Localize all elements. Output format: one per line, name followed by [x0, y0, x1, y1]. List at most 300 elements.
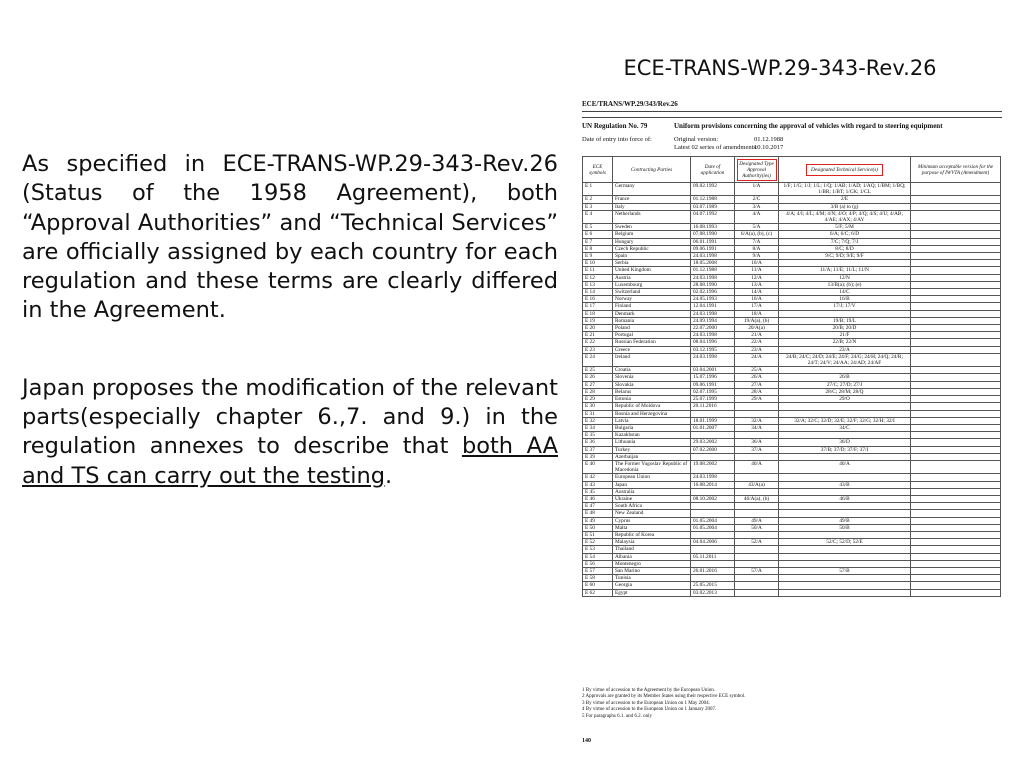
ece-symbol-cell: E 46: [583, 495, 613, 502]
minimum-version-cell: [911, 524, 1001, 531]
contracting-party-cell: Sweden: [613, 224, 691, 231]
table-row: [583, 296, 1001, 303]
ece-symbol-cell: E 60: [583, 582, 613, 589]
technical-service-cell: 21/F: [779, 332, 911, 339]
table-row: [583, 260, 1001, 267]
technical-service-cell: 14/C: [779, 289, 911, 296]
technical-service-cell: 17/J; 17/V: [779, 303, 911, 310]
technical-service-cell: 26/B: [779, 374, 911, 381]
paragraph-japan-proposal: [22, 374, 558, 491]
minimum-version-cell: [911, 381, 1001, 388]
contracting-party-cell: Australia: [613, 488, 691, 495]
ece-symbol-cell: E 57: [583, 567, 613, 574]
col-header-date-of-application: Date of application: [691, 157, 735, 183]
technical-service-cell: 8/C; 8/D: [779, 245, 911, 252]
table-row: [583, 317, 1001, 324]
approval-authority-cell: 28/A: [735, 388, 779, 395]
minimum-version-cell: [911, 203, 1001, 210]
approval-authority-cell: 6/A(a), (b), (c): [735, 231, 779, 238]
minimum-version-cell: [911, 403, 1001, 410]
table-row: [583, 417, 1001, 424]
approval-authority-cell: [735, 575, 779, 582]
date-cell: 03.02.2013: [691, 589, 735, 596]
minimum-version-cell: [911, 231, 1001, 238]
date-cell: 03.04.2001: [691, 367, 735, 374]
contracting-party-cell: Luxembourg: [613, 281, 691, 288]
table-header-row: [583, 157, 1001, 183]
ece-symbol-cell: E 62: [583, 589, 613, 596]
technical-service-cell: [779, 260, 911, 267]
proposal-text: Japan proposes the modification of the relevant parts(especially chapter 6.,7. and 9.) in the regulation annexes to describe that: [22, 374, 558, 460]
proposal-underlined-text: both AA and TS can carry out the testing: [22, 433, 558, 489]
minimum-version-cell: [911, 339, 1001, 346]
approval-authority-cell: 57/A: [735, 567, 779, 574]
contracting-party-cell: Latvia: [613, 417, 691, 424]
divider: [582, 117, 1002, 118]
approval-authority-cell: 34/A: [735, 424, 779, 431]
table-row: [583, 367, 1001, 374]
contracting-party-cell: Estonia: [613, 396, 691, 403]
date-cell: 19.08.2002: [691, 460, 735, 473]
technical-service-cell: [779, 510, 911, 517]
table-row: [583, 503, 1001, 510]
table-row: [583, 196, 1001, 203]
ece-symbol-cell: E 43: [583, 481, 613, 488]
approval-authority-cell: [735, 553, 779, 560]
minimum-version-cell: [911, 539, 1001, 546]
date-cell: 01.12.1988: [691, 196, 735, 203]
technical-service-cell: 1/F; 1/G; 1/J; 1/L; 1/Q; 1/AB; 1/AD; 1/AQ; 1/BM; 1/BQ; 1/BR; 1/BT; 1/CK; 1/CL: [779, 183, 911, 196]
ece-symbol-cell: E 8: [583, 245, 613, 252]
col-header-technical-services: [779, 157, 911, 183]
table-row: [583, 403, 1001, 410]
technical-service-cell: 12/N: [779, 274, 911, 281]
date-cell: 25.05.2015: [691, 582, 735, 589]
date-cell: 01.12.1988: [691, 267, 735, 274]
technical-service-cell: 22/B; 22/N: [779, 339, 911, 346]
date-cell: 02.02.1996: [691, 289, 735, 296]
divider: [582, 111, 1002, 112]
contracting-party-cell: Tunisia: [613, 575, 691, 582]
technical-service-cell: 13/B(a); (b); (e): [779, 281, 911, 288]
approval-authority-cell: 25/A: [735, 367, 779, 374]
approval-authority-cell: 20/A(a): [735, 325, 779, 332]
table-row: [583, 446, 1001, 453]
approval-authority-cell: 2/C: [735, 196, 779, 203]
footnote: 4 By virtue of accession to the European Union on 1 January 2007.: [582, 707, 717, 713]
date-cell: 01.01.2007: [691, 424, 735, 431]
minimum-version-cell: [911, 353, 1001, 366]
ece-symbol-cell: E 34: [583, 424, 613, 431]
table-row: [583, 567, 1001, 574]
technical-service-cell: [779, 531, 911, 538]
table-row: [583, 381, 1001, 388]
ece-symbol-cell: E 23: [583, 346, 613, 353]
contracting-party-cell: Bulgaria: [613, 424, 691, 431]
ece-symbol-cell: E 25: [583, 367, 613, 374]
date-cell: 01.05.2004: [691, 517, 735, 524]
ece-symbol-cell: E 1: [583, 183, 613, 196]
ece-symbol-cell: E 14: [583, 289, 613, 296]
technical-service-cell: 5/F; 5/M: [779, 224, 911, 231]
technical-service-cell: 11/A; 11/E; 11/L; 11/N: [779, 267, 911, 274]
table-row: [583, 432, 1001, 439]
contracting-party-cell: Azerbaijan: [613, 453, 691, 460]
ece-symbol-cell: E 47: [583, 503, 613, 510]
table-row: [583, 274, 1001, 281]
technical-service-cell: 57/B: [779, 567, 911, 574]
date-cell: 06.01.1991: [691, 238, 735, 245]
minimum-version-cell: [911, 582, 1001, 589]
minimum-version-cell: [911, 325, 1001, 332]
amendments-label: Latest 02 series of amendments:: [674, 144, 758, 151]
minimum-version-cell: [911, 303, 1001, 310]
proposal-period: .: [385, 462, 393, 489]
minimum-version-cell: [911, 367, 1001, 374]
date-cell: 24.03.1998: [691, 274, 735, 281]
technical-service-cell: 23/A: [779, 346, 911, 353]
contracting-party-cell: United Kingdom: [613, 267, 691, 274]
contracting-party-cell: Turkey: [613, 446, 691, 453]
table-row: [583, 560, 1001, 567]
ece-symbol-cell: E 58: [583, 575, 613, 582]
contracting-party-cell: Thailand: [613, 546, 691, 553]
approval-authority-cell: 36/A: [735, 439, 779, 446]
table-row: [583, 231, 1001, 238]
approval-authority-cell: 17/A: [735, 303, 779, 310]
contracting-party-cell: Czech Republic: [613, 245, 691, 252]
minimum-version-cell: [911, 296, 1001, 303]
ece-symbol-cell: E 27: [583, 381, 613, 388]
approval-authority-cell: 14/A: [735, 289, 779, 296]
table-row: [583, 253, 1001, 260]
ece-symbol-cell: E 17: [583, 303, 613, 310]
ece-symbol-cell: E 4: [583, 210, 613, 223]
table-row: [583, 388, 1001, 395]
ece-symbol-cell: E 39: [583, 453, 613, 460]
date-cell: 24.03.1998: [691, 353, 735, 366]
approval-authority-cell: [735, 453, 779, 460]
minimum-version-cell: [911, 317, 1001, 324]
table-row: [583, 339, 1001, 346]
date-cell: 09.02.1992: [691, 183, 735, 196]
technical-service-cell: 6/A; 6/C; 6/D: [779, 231, 911, 238]
technical-service-cell: 37/B; 37/D; 37/F; 37/I: [779, 446, 911, 453]
approval-authority-cell: 3/A: [735, 203, 779, 210]
approval-authority-cell: [735, 531, 779, 538]
technical-service-cell: 36/D: [779, 439, 911, 446]
minimum-version-cell: [911, 488, 1001, 495]
contracting-party-cell: South Africa: [613, 503, 691, 510]
table-row: [583, 289, 1001, 296]
ece-symbol-cell: E 19: [583, 317, 613, 324]
date-cell: 16.08.2014: [691, 481, 735, 488]
approval-authority-cell: [735, 589, 779, 596]
table-row: [583, 439, 1001, 446]
table-row: [583, 495, 1001, 502]
date-cell: 24.03.1998: [691, 332, 735, 339]
footnote: 3 By virtue of accession to the European Union on 1 May 2004.: [582, 700, 710, 706]
contracting-party-cell: Norway: [613, 296, 691, 303]
table-row: [583, 281, 1001, 288]
minimum-version-cell: [911, 346, 1001, 353]
date-cell: [691, 510, 735, 517]
ece-symbol-cell: E 18: [583, 310, 613, 317]
table-row: [583, 410, 1001, 417]
technical-service-cell: [779, 432, 911, 439]
date-cell: 16.08.1993: [691, 224, 735, 231]
date-cell: 08.10.2002: [691, 495, 735, 502]
date-cell: 05.11.2011: [691, 553, 735, 560]
approval-authority-cell: 24/A: [735, 353, 779, 366]
table-row: [583, 546, 1001, 553]
technical-service-cell: 49/B: [779, 517, 911, 524]
contracting-party-cell: Serbia: [613, 260, 691, 267]
approval-authority-cell: 37/A: [735, 446, 779, 453]
approval-authority-cell: 13/A: [735, 281, 779, 288]
approval-authority-cell: 5/A: [735, 224, 779, 231]
contracting-party-cell: Ireland: [613, 353, 691, 366]
contracting-party-cell: Spain: [613, 253, 691, 260]
technical-service-cell: 9/C; 9/D; 9/E; 9/F: [779, 253, 911, 260]
contracting-party-cell: The Former Yugoslav Republic of Macedonia: [613, 460, 691, 473]
page-number: 140: [582, 738, 591, 744]
ece-symbol-cell: E 36: [583, 439, 613, 446]
technical-service-cell: 7/C; 7/Q; 7/J: [779, 238, 911, 245]
approval-authority-cell: 43/A(a): [735, 481, 779, 488]
minimum-version-cell: [911, 553, 1001, 560]
date-cell: 24.03.1998: [691, 253, 735, 260]
approval-authority-cell: 9/A: [735, 253, 779, 260]
minimum-version-cell: [911, 446, 1001, 453]
technical-service-cell: 50/B: [779, 524, 911, 531]
technical-service-cell: 43/B: [779, 481, 911, 488]
date-cell: 29.03.2002: [691, 439, 735, 446]
table-row: [583, 267, 1001, 274]
minimum-version-cell: [911, 503, 1001, 510]
technical-service-cell: 20/B; 20/D: [779, 325, 911, 332]
table-row: [583, 238, 1001, 245]
minimum-version-cell: [911, 510, 1001, 517]
date-cell: 18.05.2008: [691, 260, 735, 267]
table-row: [583, 353, 1001, 366]
minimum-version-cell: [911, 260, 1001, 267]
table-row: [583, 488, 1001, 495]
minimum-version-cell: [911, 410, 1001, 417]
table-row: [583, 396, 1001, 403]
ece-symbol-cell: E 29: [583, 396, 613, 403]
contracting-party-cell: Bosnia and Herzegovina: [613, 410, 691, 417]
technical-service-cell: [779, 503, 911, 510]
footnote: 2 Approvals are granted by its Member States using their respective ECE symbol.: [582, 694, 746, 700]
approval-authority-cell: 50/A: [735, 524, 779, 531]
ece-symbol-cell: E 51: [583, 531, 613, 538]
minimum-version-cell: [911, 245, 1001, 252]
approval-authority-cell: 27/A: [735, 381, 779, 388]
technical-service-cell: 32/A; 32/C; 32/D; 32/E; 32/F; 32/G; 32/H; 32/I: [779, 417, 911, 424]
minimum-version-cell: [911, 432, 1001, 439]
technical-service-cell: 27/C; 27/D; 27/J: [779, 381, 911, 388]
technical-services-highlight: Designated Technical Service(s): [807, 165, 882, 175]
ece-symbol-cell: E 56: [583, 560, 613, 567]
ece-symbol-cell: E 32: [583, 417, 613, 424]
contracting-party-cell: Malta: [613, 524, 691, 531]
minimum-version-cell: [911, 474, 1001, 481]
technical-service-cell: [779, 488, 911, 495]
ece-symbol-cell: E 48: [583, 510, 613, 517]
contracting-party-cell: Switzerland: [613, 289, 691, 296]
table-row: [583, 539, 1001, 546]
approval-authority-cell: 10/A: [735, 260, 779, 267]
minimum-version-cell: [911, 417, 1001, 424]
contracting-party-cell: Albania: [613, 553, 691, 560]
ece-symbol-cell: E 7: [583, 238, 613, 245]
date-cell: 15.07.1996: [691, 374, 735, 381]
approval-authority-cell: 18/A: [735, 310, 779, 317]
table-row: [583, 524, 1001, 531]
col-header-approval-authorities: Designated Type Approval Authority(ies): [735, 157, 779, 183]
date-cell: 20.11.2016: [691, 403, 735, 410]
ece-symbol-cell: E 35: [583, 432, 613, 439]
date-cell: 28.08.1990: [691, 281, 735, 288]
table-row: [583, 203, 1001, 210]
date-cell: [691, 546, 735, 553]
technical-service-cell: 40/A: [779, 460, 911, 473]
approval-authority-cell: 4/A: [735, 210, 779, 223]
table-row: [583, 245, 1001, 252]
date-cell: [691, 503, 735, 510]
minimum-version-cell: [911, 439, 1001, 446]
minimum-version-cell: [911, 374, 1001, 381]
contracting-party-cell: Slovenia: [613, 374, 691, 381]
table-row: [583, 332, 1001, 339]
date-cell: 24.05.1993: [691, 296, 735, 303]
contracting-party-cell: Italy: [613, 203, 691, 210]
ece-symbol-cell: E 37: [583, 446, 613, 453]
contracting-party-cell: Russian Federation: [613, 339, 691, 346]
date-cell: [691, 488, 735, 495]
date-cell: 04.07.1992: [691, 210, 735, 223]
technical-service-cell: [779, 582, 911, 589]
technical-service-cell: [779, 560, 911, 567]
approval-authority-cell: 49/A: [735, 517, 779, 524]
minimum-version-cell: [911, 210, 1001, 223]
col-header-ece-symbols: ECE symbols: [583, 157, 613, 183]
approval-authority-cell: 7/A: [735, 238, 779, 245]
approval-authority-cell: [735, 474, 779, 481]
footnotes: [582, 688, 745, 720]
contracting-party-cell: New Zealand: [613, 510, 691, 517]
contracting-party-cell: Republic of Korea: [613, 531, 691, 538]
ece-symbol-cell: E 30: [583, 403, 613, 410]
ece-symbol-cell: E 9: [583, 253, 613, 260]
ece-symbol-cell: E 3: [583, 203, 613, 210]
minimum-version-cell: [911, 281, 1001, 288]
approval-authority-cell: 29/A: [735, 396, 779, 403]
technical-service-cell: [779, 589, 911, 596]
approval-authority-cell: [735, 582, 779, 589]
paragraph-status-agreement: As specified in ECE-TRANS-WP.29-343-Rev.26 (Status of the 1958 Agreement), both “Approval Authorities” and “Technical Services” are officially assigned by each country for each regulation and these terms are clearly differed in the Agreement.: [22, 151, 558, 324]
regulation-number: UN Regulation No. 79: [582, 122, 648, 130]
approval-authority-cell: 12/A: [735, 274, 779, 281]
contracting-party-cell: Montenegro: [613, 560, 691, 567]
table-row: [583, 374, 1001, 381]
ece-symbol-cell: E 40: [583, 460, 613, 473]
contracting-party-cell: Poland: [613, 325, 691, 332]
footnote: 1 By virtue of accession to the Agreement by the European Union.: [582, 688, 716, 693]
ece-symbol-cell: E 13: [583, 281, 613, 288]
minimum-version-cell: [911, 183, 1001, 196]
date-cell: 26.01.2016: [691, 567, 735, 574]
contracting-party-cell: European Union: [613, 474, 691, 481]
table-row: [583, 453, 1001, 460]
contracting-party-cell: San Marino: [613, 567, 691, 574]
date-cell: 09.06.1991: [691, 381, 735, 388]
contracting-party-cell: Romania: [613, 317, 691, 324]
contracting-party-cell: Georgia: [613, 582, 691, 589]
technical-service-cell: 34/C: [779, 424, 911, 431]
date-cell: [691, 453, 735, 460]
regulation-title: Uniform provisions concerning the approval of vehicles with regard to steering equipment: [674, 122, 943, 130]
contracting-party-cell: Republic of Moldova: [613, 403, 691, 410]
minimum-version-cell: [911, 253, 1001, 260]
approval-authority-cell: 26/A: [735, 374, 779, 381]
approval-authority-cell: 23/A: [735, 346, 779, 353]
table-row: [583, 510, 1001, 517]
minimum-version-cell: [911, 567, 1001, 574]
minimum-version-cell: [911, 495, 1001, 502]
slide-title: ECE-TRANS-WP.29-343-Rev.26: [623, 56, 937, 80]
minimum-version-cell: [911, 517, 1001, 524]
table-row: [583, 224, 1001, 231]
table-row: [583, 325, 1001, 332]
technical-service-cell: [779, 403, 911, 410]
table-row: [583, 183, 1001, 196]
contracting-party-cell: Germany: [613, 183, 691, 196]
minimum-version-cell: [911, 460, 1001, 473]
technical-service-cell: 28/C; 28/M; 28/Q: [779, 388, 911, 395]
technical-service-cell: [779, 367, 911, 374]
date-cell: 03.07.1989: [691, 203, 735, 210]
contracting-party-cell: Kazakhstan: [613, 432, 691, 439]
minimum-version-cell: [911, 289, 1001, 296]
contracting-party-cell: Egypt: [613, 589, 691, 596]
table-row: [583, 582, 1001, 589]
technical-service-cell: 46/B: [779, 495, 911, 502]
approval-authority-cell: [735, 410, 779, 417]
ece-symbol-cell: E 49: [583, 517, 613, 524]
minimum-version-cell: [911, 546, 1001, 553]
approval-authority-cell: 52/A: [735, 539, 779, 546]
contracting-party-cell: Hungary: [613, 238, 691, 245]
technical-service-cell: [779, 553, 911, 560]
contracting-party-cell: France: [613, 196, 691, 203]
contracting-party-cell: Netherlands: [613, 210, 691, 223]
approval-authority-cell: 1/A: [735, 183, 779, 196]
date-cell: 08.04.1996: [691, 339, 735, 346]
minimum-version-cell: [911, 224, 1001, 231]
approval-authority-cell: 21/A: [735, 332, 779, 339]
ece-symbol-cell: E 26: [583, 374, 613, 381]
date-cell: 12.04.1991: [691, 303, 735, 310]
date-cell: 04.04.2006: [691, 539, 735, 546]
date-cell: 18.01.1999: [691, 417, 735, 424]
minimum-version-cell: [911, 453, 1001, 460]
ece-symbol-cell: E 52: [583, 539, 613, 546]
minimum-version-cell: [911, 589, 1001, 596]
technical-service-cell: 29/O: [779, 396, 911, 403]
table-body: [583, 183, 1001, 597]
